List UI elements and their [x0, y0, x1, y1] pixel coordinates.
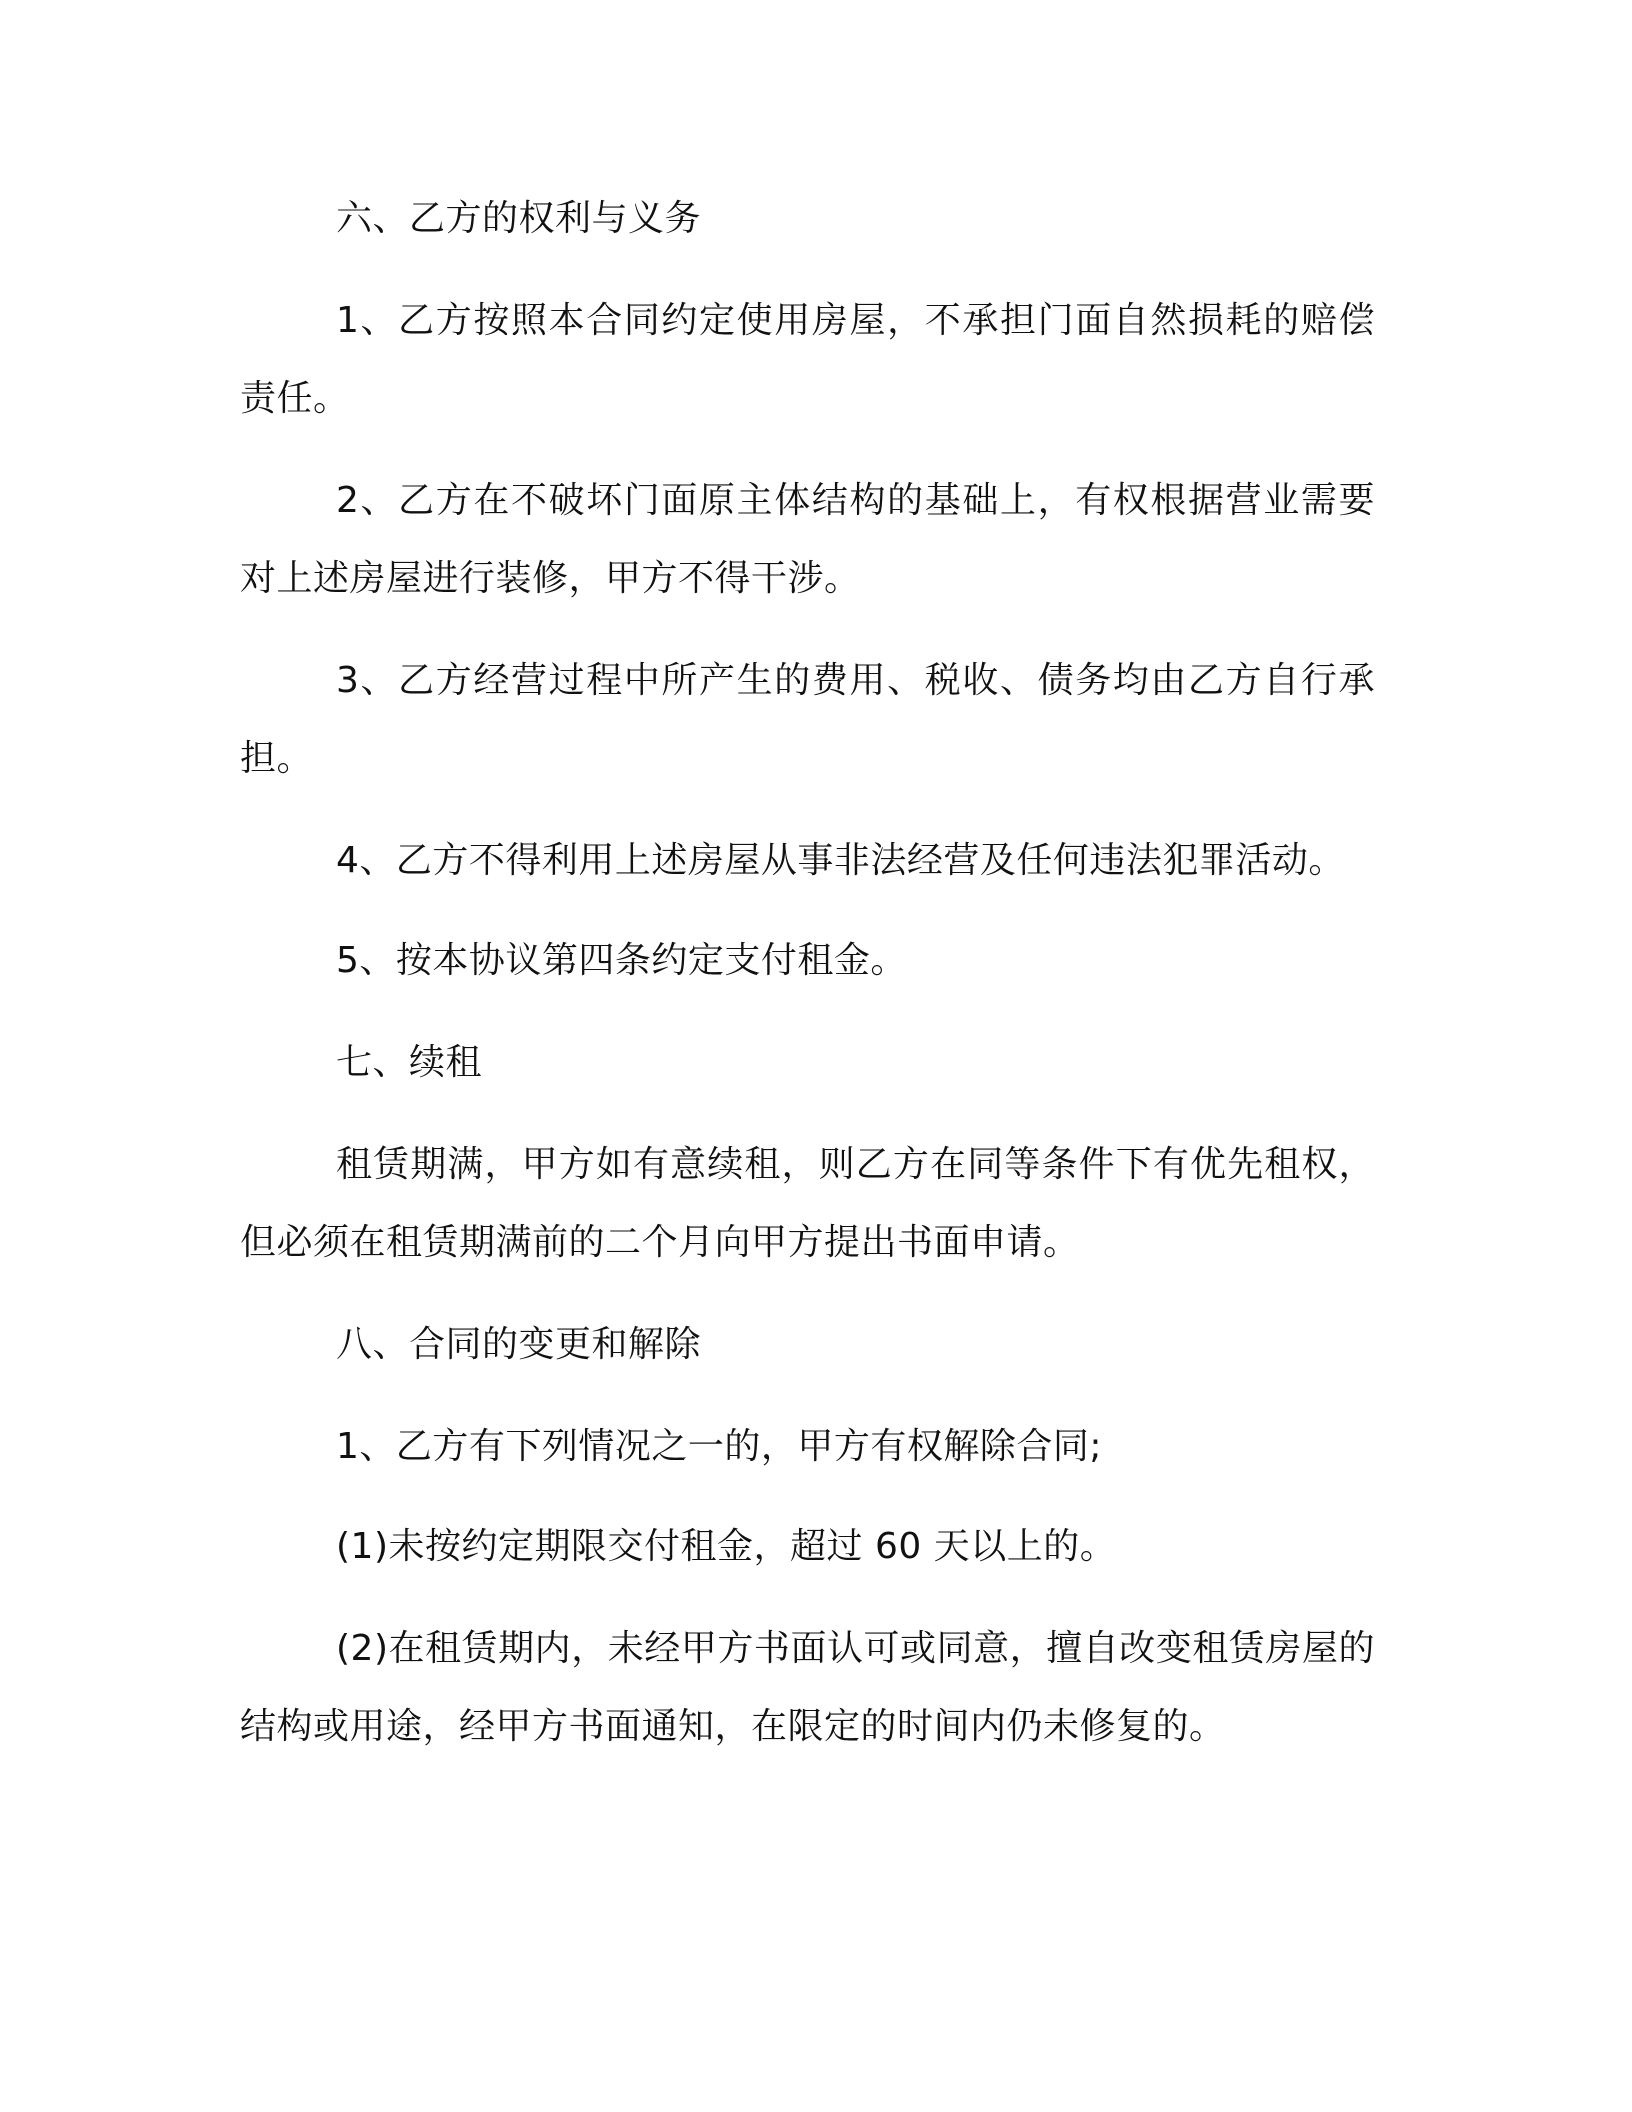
section-heading-change-termination: 八、合同的变更和解除: [336, 1324, 702, 1365]
renewal-paragraph: 租赁期满，甲方如有意续租，则乙方在同等条件下有优先租权，但必须在租赁期满前的二个月向甲方提出书面申请。: [240, 1144, 1375, 1263]
termination-item-2: (2)在租赁期内，未经甲方书面认可或同意，擅自改变租赁房屋的结构或用途，经甲方书面通知，在限定的时间内仍未修复的。: [240, 1628, 1375, 1747]
section-heading-rights-obligations: 六、乙方的权利与义务: [336, 198, 702, 239]
termination-clause-1: 1、乙方有下列情况之一的，甲方有权解除合同;: [336, 1426, 1103, 1467]
section-heading-renewal: 七、续租: [336, 1042, 483, 1083]
clause-2-paragraph: 2、乙方在不破坏门面原主体结构的基础上，有权根据营业需要对上述房屋进行装修，甲方不得干涉。: [240, 480, 1375, 599]
clause-1-paragraph: 1、乙方按照本合同约定使用房屋，不承担门面自然损耗的赔偿责任。: [240, 300, 1375, 419]
termination-item-1: (1)未按约定期限交付租金，超过 60 天以上的。: [336, 1526, 1117, 1567]
clause-4-paragraph: 4、乙方不得利用上述房屋从事非法经营及任何违法犯罪活动。: [336, 840, 1345, 881]
clause-5-paragraph: 5、按本协议第四条约定支付租金。: [336, 940, 907, 981]
clause-3-paragraph: 3、乙方经营过程中所产生的费用、税收、债务均由乙方自行承担。: [240, 660, 1375, 779]
